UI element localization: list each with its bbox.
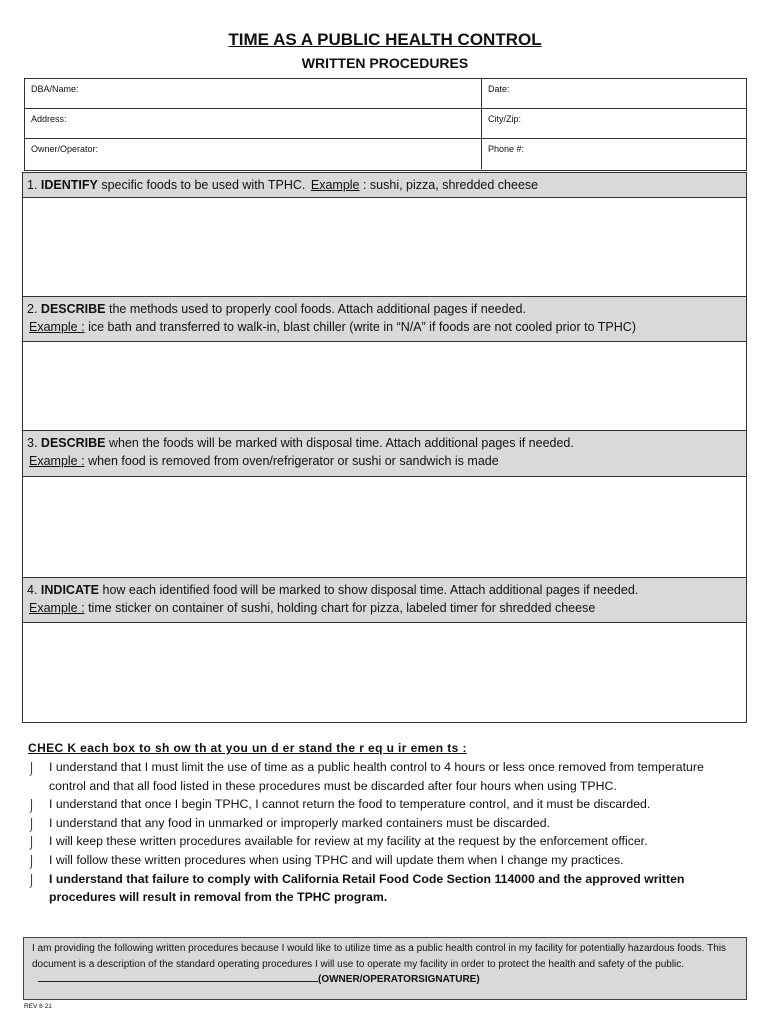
section-3-verb: DESCRIBE: [40, 436, 106, 450]
check-item: [24, 814, 744, 833]
section-3-example-label: Example :: [29, 454, 85, 468]
signature-label: (OWNER/OPERATORSIGNATURE): [318, 974, 480, 985]
section-4-answer-area[interactable]: [23, 623, 746, 722]
section-3-example-text: when food is removed from oven/refrigerator or sushi or sandwich is made: [84, 454, 499, 468]
section-1-text: specific foods to be used with TPHC.: [97, 178, 306, 192]
section-4-num: 4.: [27, 583, 38, 597]
section-2-answer-area[interactable]: [23, 342, 746, 430]
section-2-verb: DESCRIBE: [40, 302, 106, 316]
checkbox-icon[interactable]: ⌡: [28, 761, 36, 775]
section-2-header: [23, 296, 746, 342]
check-item-text: I understand that failure to comply with California Retail Food Code Section 114000 and the approved written procedures will result in removal from the TPHC program.: [49, 871, 685, 905]
check-item-text: I understand that any food in unmarked or improperly marked containers must be discarded.: [49, 815, 551, 830]
section-4-verb: INDICATE: [40, 583, 100, 597]
check-item: [24, 758, 744, 795]
section-describe-cooling: [22, 296, 747, 431]
section-describe-marking: [22, 430, 747, 578]
section-2-example-text: ice bath and transferred to walk-in, blast chiller (write in “N/A” if foods are not cooled prior to TPHC): [84, 320, 636, 334]
checkbox-icon[interactable]: ⌡: [28, 835, 36, 850]
phone-field[interactable]: Phone #:: [488, 144, 525, 154]
section-indicate-marking: [22, 577, 747, 723]
section-4-header: [23, 577, 746, 623]
section-3-text: when the foods will be marked with disposal time. Attach additional pages if needed.: [105, 436, 574, 450]
date-field[interactable]: Date:: [488, 84, 510, 94]
info-row-dba: [25, 79, 746, 109]
revision-note: REV 8 21: [24, 1003, 52, 1010]
section-2-num: 2.: [27, 302, 38, 316]
info-row-address: [25, 109, 746, 139]
section-1-example-text: : sushi, pizza, shredded cheese: [359, 178, 539, 192]
section-3-num: 3.: [27, 436, 38, 450]
dba-field[interactable]: DBA/Name:: [25, 79, 482, 108]
section-2-text: the methods used to properly cool foods. Attach additional pages if needed.: [105, 302, 526, 316]
section-3-answer-area[interactable]: [23, 477, 746, 577]
section-3-header: [23, 430, 746, 477]
section-4-example-text: time sticker on container of sushi, holding chart for pizza, labeled timer for shredded cheese: [84, 601, 596, 615]
check-item-text: I will follow these written procedures when using TPHC and will update them when I change my practices.: [49, 852, 624, 867]
check-item: [24, 851, 744, 870]
signature-line[interactable]: [38, 972, 318, 982]
check-list: [24, 758, 744, 907]
check-item: [24, 832, 744, 851]
checkbox-icon[interactable]: ⌡: [28, 853, 36, 868]
section-4-text: how each identified food will be marked to show disposal time. Attach additional pages if needed.: [99, 583, 639, 597]
form-title: TIME AS A PUBLIC HEALTH CONTROL: [228, 30, 542, 49]
check-instructions: CHEC K each box to sh ow th at you un d er stand the r eq u ir emen ts :: [28, 741, 467, 755]
check-item: [24, 870, 744, 907]
check-item: [24, 795, 744, 814]
check-item-text: I understand that once I begin TPHC, I cannot return the food to temperature control, and it must be discarded.: [49, 797, 651, 812]
owner-field[interactable]: Owner/Operator:: [25, 139, 482, 169]
check-item-text: I understand that I must limit the use of time as a public health control to 4 hours or less once removed from temperature control and that all food listed in these procedures must be discarded after four hours when using TPHC.: [49, 760, 704, 793]
section-2-example-label: Example :: [29, 320, 85, 334]
section-1-example-label: Example: [310, 178, 360, 192]
signature-box: [23, 937, 747, 1000]
section-1-num: 1.: [27, 178, 38, 192]
address-field[interactable]: Address:: [25, 109, 482, 138]
signature-statement: I am providing the following written procedures because I would like to utilize time as a public health control in my facility for potentially hazardous foods. This document is a description of the standard operating procedures I will use to operate my facility in order to protect the health and safety of the public.: [32, 943, 727, 970]
checkbox-icon[interactable]: ⌡: [28, 798, 36, 813]
info-row-owner: [25, 139, 746, 169]
city-zip-field[interactable]: City/Zip:: [488, 114, 522, 124]
section-1-verb: IDENTIFY: [40, 178, 98, 192]
section-1-answer-area[interactable]: [23, 198, 746, 296]
checkbox-icon[interactable]: ⌡: [28, 872, 36, 887]
checkbox-icon[interactable]: ⌡: [28, 816, 36, 831]
info-table: [24, 78, 747, 171]
section-identify: [22, 172, 747, 297]
form-subtitle: WRITTEN PROCEDURES: [301, 55, 469, 71]
check-item-text: I will keep these written procedures available for review at my facility at the request by the enforcement officer.: [49, 834, 648, 849]
section-4-example-label: Example :: [29, 601, 85, 615]
section-1-header: [23, 172, 746, 198]
